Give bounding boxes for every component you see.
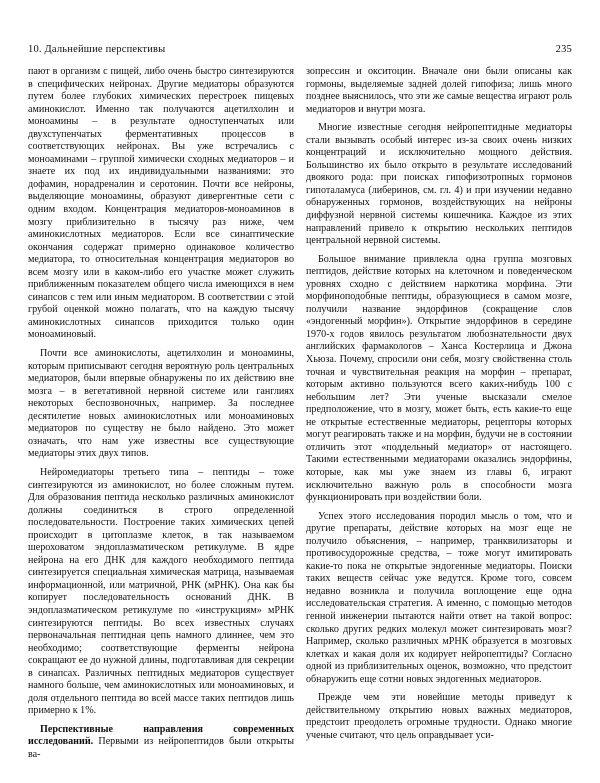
chapter-title: 10. Дальнейшие перспективы: [28, 44, 166, 55]
paragraph: пают в организм с пищей, либо очень быстро синтезируются в специфических нейронах. Другие медиаторы образуются путем более глубоких химических перестроек пищевых аминокислот. Именно так получаются ацетилхолин и моноамины – в результате одноступенчатых или двухступенчатых ферментативных процессов в соответствующих нейронах. Вы уже встречались с моноаминами – группой химически сходных медиаторов – и знаете их под их индивидуальными названиями: это дофамин, норадреналин и серотонин. Почти все нейроны, выделяющие моноамины, образуют дивергентные сети с одним входом. Концентрация медиаторов-моноаминов в мозгу приблизительно в тысячу раз ниже, чем аминокислотных медиаторов. Если все синаптические окончания содержат примерно одинаковое количество медиатора, то относительная концентрация медиаторов во всем мозгу или в каком-либо его участке может служить приближенным показателем общего числа имеющихся в нем синапсов с тем или иным медиатором. В соответствии с этой грубой оценкой можно полагать, что на каждую тысячу аминокислотных синапсов приходится только один моноаминовый.: [28, 66, 294, 341]
text-columns: [28, 66, 572, 762]
section-heading: Перспективные направления современных исследований.: [28, 723, 294, 748]
paragraph: Почти все аминокислоты, ацетилхолин и моноамины, которым приписывают сегодня вероятную роль центральных медиаторов, были впервые обнаружены по их действию вне мозга – в вегетативной нервной системе или ганглиях некоторых беспозвоночных, например. За последнее десятилетие новых аминокислотных или моноаминовых медиаторов по существу не было найдено. Это может означать, что нам уже известны все существующие медиаторы этих двух типов.: [28, 348, 294, 460]
paragraph: зопрессин и окситоцин. Вначале они были описаны как гормоны, выделяемые задней долей гипофиза; лишь много позднее выяснилось, что эти же самые вещества играют роль медиаторов и внутри мозга.: [306, 66, 572, 115]
paragraph: Многие известные сегодня нейропептидные медиаторы стали вызывать особый интерес из-за своих очень низких концентраций и исключительно мощного действия. Большинство их было открыто в результате исследований двоякого рода: при поисках гипофизотропных гормонов гипоталамуса (либеринов, см. гл. 4) и при изучении недавно обнаруженных гормонов, воздействующих на нейроны диффузной нервной системы кишечника. Каждое из этих направлений привело к открытию нескольких пептидов центральной нервной системы.: [306, 122, 572, 247]
left-column: [28, 66, 294, 762]
page-number: 235: [555, 44, 572, 55]
paragraph: Большое внимание привлекла одна группа мозговых пептидов, действие которых на клеточном и поведенческом уровнях сходно с действием наркотика морфина. Эти морфиноподобные пептиды, образующиеся в самом мозге, получили название эндорфинов (сокращение слов «эндогенный морфин»). Открытие эндорфинов в середине 1970-х годов явилось результатом любознательности двух английских фармакологов – Ханса Костерлица и Джона Хьюза. Почему, спросили они себя, мозгу свойственна столь точная и чувствительная реакция на морфин – препарат, которым активно пользуются всего каких-нибудь 100 с небольшим лет? Эти ученые высказали смелое предположение, что в мозгу, может быть, есть какие-то еще не открытые естественные медиаторы, рецепторы которых могут реагировать также и на морфин, будучи не в состоянии отличить этот «поддельный медиатор» от настоящего. Такими естественными медиаторами оказались эндорфины, которые, как мы уже знаем из главы 6, играют исключительно важную роль в способности мозга функционировать при воздействии боли.: [306, 253, 572, 504]
paragraph: Нейромедиаторы третьего типа – пептиды – тоже синтезируются из аминокислот, но более сложным путем. Для образования пептида несколько различных аминокислот должны соединиться в строго определенной последовательности. Построение таких химических цепей происходит в цитоплазме клеток, в так называемом шероховатом эндоплазматическом ретикулуме. В ядре нейрона на его ДНК для каждого необходимого пептида синтезируется специальная химическая матрица, называемая информационной, или матричной, РНК (мРНК). Она как бы копирует последовательность оснований ДНК. В эндоплазматическом ретикулуме по «инструкциям» мРНК синтезируются пептиды. Во всех известных случаях первоначальная пептидная цепь намного длиннее, чем это необходимо; соответствующие ферменты нейрона сокращают ее до нужной длины, подготавливая для секреции в синапсах. Различных пептидных медиаторов существует намного больше, чем аминокислотных или моноаминовых, и доля отдельного пептида во всей массе таких пептидов лишь примерно к 1%.: [28, 466, 294, 717]
paragraph: Успех этого исследования породил мысль о том, что и другие препараты, действие которых на мозг еще не получило объяснения, – например, транквилизаторы и противосудорожные средства, – тоже могут имитировать какие-то пока не открытые эндогенные медиаторы. Поиски таких веществ сейчас уже ведутся. Кроме того, совсем недавно возникла и получила воплощение еще одна исследовательская стратегия. А именно, с помощью методов генной инженерии пытаются найти ответ на такой вопрос: сколько других редких молекул может синтезировать мозг? Например, сколько различных мРНК образуется в мозговых клетках и какая доля их кодирует нейропептиды? Согласно одной из приблизительных оценок, возможно, что предстоит обнаружить еще сотни новых эндогенных медиаторов.: [306, 510, 572, 685]
paragraph: Прежде чем эти новейшие методы приведут к действительному открытию новых важных медиаторов, предстоит преодолеть огромные трудности. Однако многие ученые считают, что цель оправдывает уси-: [306, 692, 572, 741]
running-header: [28, 44, 572, 55]
paragraph: Перспективные направления современных исследований. Первыми из нейропептидов были открыты ва-: [28, 723, 294, 760]
right-column: [306, 66, 572, 762]
